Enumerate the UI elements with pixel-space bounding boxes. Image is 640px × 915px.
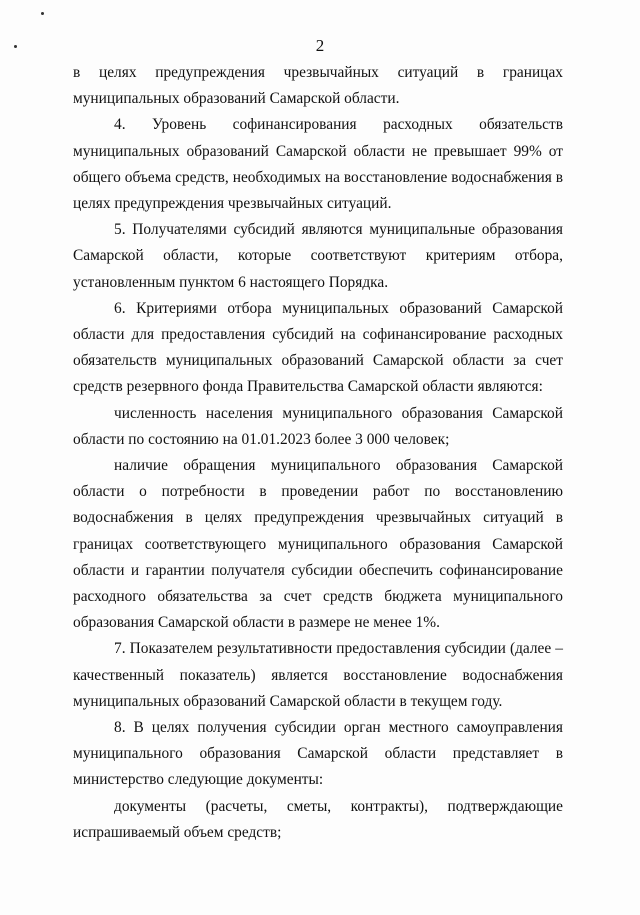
paragraph: 5. Получателями субсидий являются муниципальные образования Самарской области, которые соответствуют критериям отбора, установленным пунктом 6 настоящего Порядка. [73, 221, 563, 291]
paragraph: 6. Критериями отбора муниципальных образований Самарской области для предоставления субсидий на софинансирование расходных обязательств муниципальных образований Самарской области за счет средств резервного фонда Правительства Самарской области являются: [73, 299, 563, 396]
paragraph: 8. В целях получения субсидии орган местного самоуправления муниципального образования Самарской области представляет в министерство следующие документы: [73, 719, 563, 789]
paragraph: в целях предупреждения чрезвычайных ситуаций в границах муниципальных образований Самарской области. [73, 64, 563, 108]
paragraph: наличие обращения муниципального образования Самарской области о потребности в проведении работ по восстановлению водоснабжения в целях предупреждения чрезвычайных ситуаций в границах соответствующего муниципального образования Самарской области и гарантии получателя субсидии обеспечить софинансирование расходного обязательства за счет средств бюджета муниципального образования Самарской области в размере не менее 1%. [73, 457, 563, 632]
paragraph: 7. Показателем результативности предоставления субсидии (далее – качественный показатель) является восстановление водоснабжения муниципальных образований Самарской области в текущем году. [73, 640, 563, 710]
scan-artifact [41, 12, 44, 15]
paragraph: численность населения муниципального образования Самарской области по состоянию на 01.01.2023 более 3 000 человек; [73, 404, 563, 448]
paragraph: 4. Уровень софинансирования расходных обязательств муниципальных образований Самарской области не превышает 99% от общего объема средств, необходимых на восстановление водоснабжения в целях предупреждения чрезвычайных ситуаций. [73, 116, 563, 213]
document-body [73, 60, 563, 846]
paragraph: документы (расчеты, сметы, контракты), подтверждающие испрашиваемый объем средств; [73, 797, 563, 841]
page-number: 2 [315, 36, 325, 55]
